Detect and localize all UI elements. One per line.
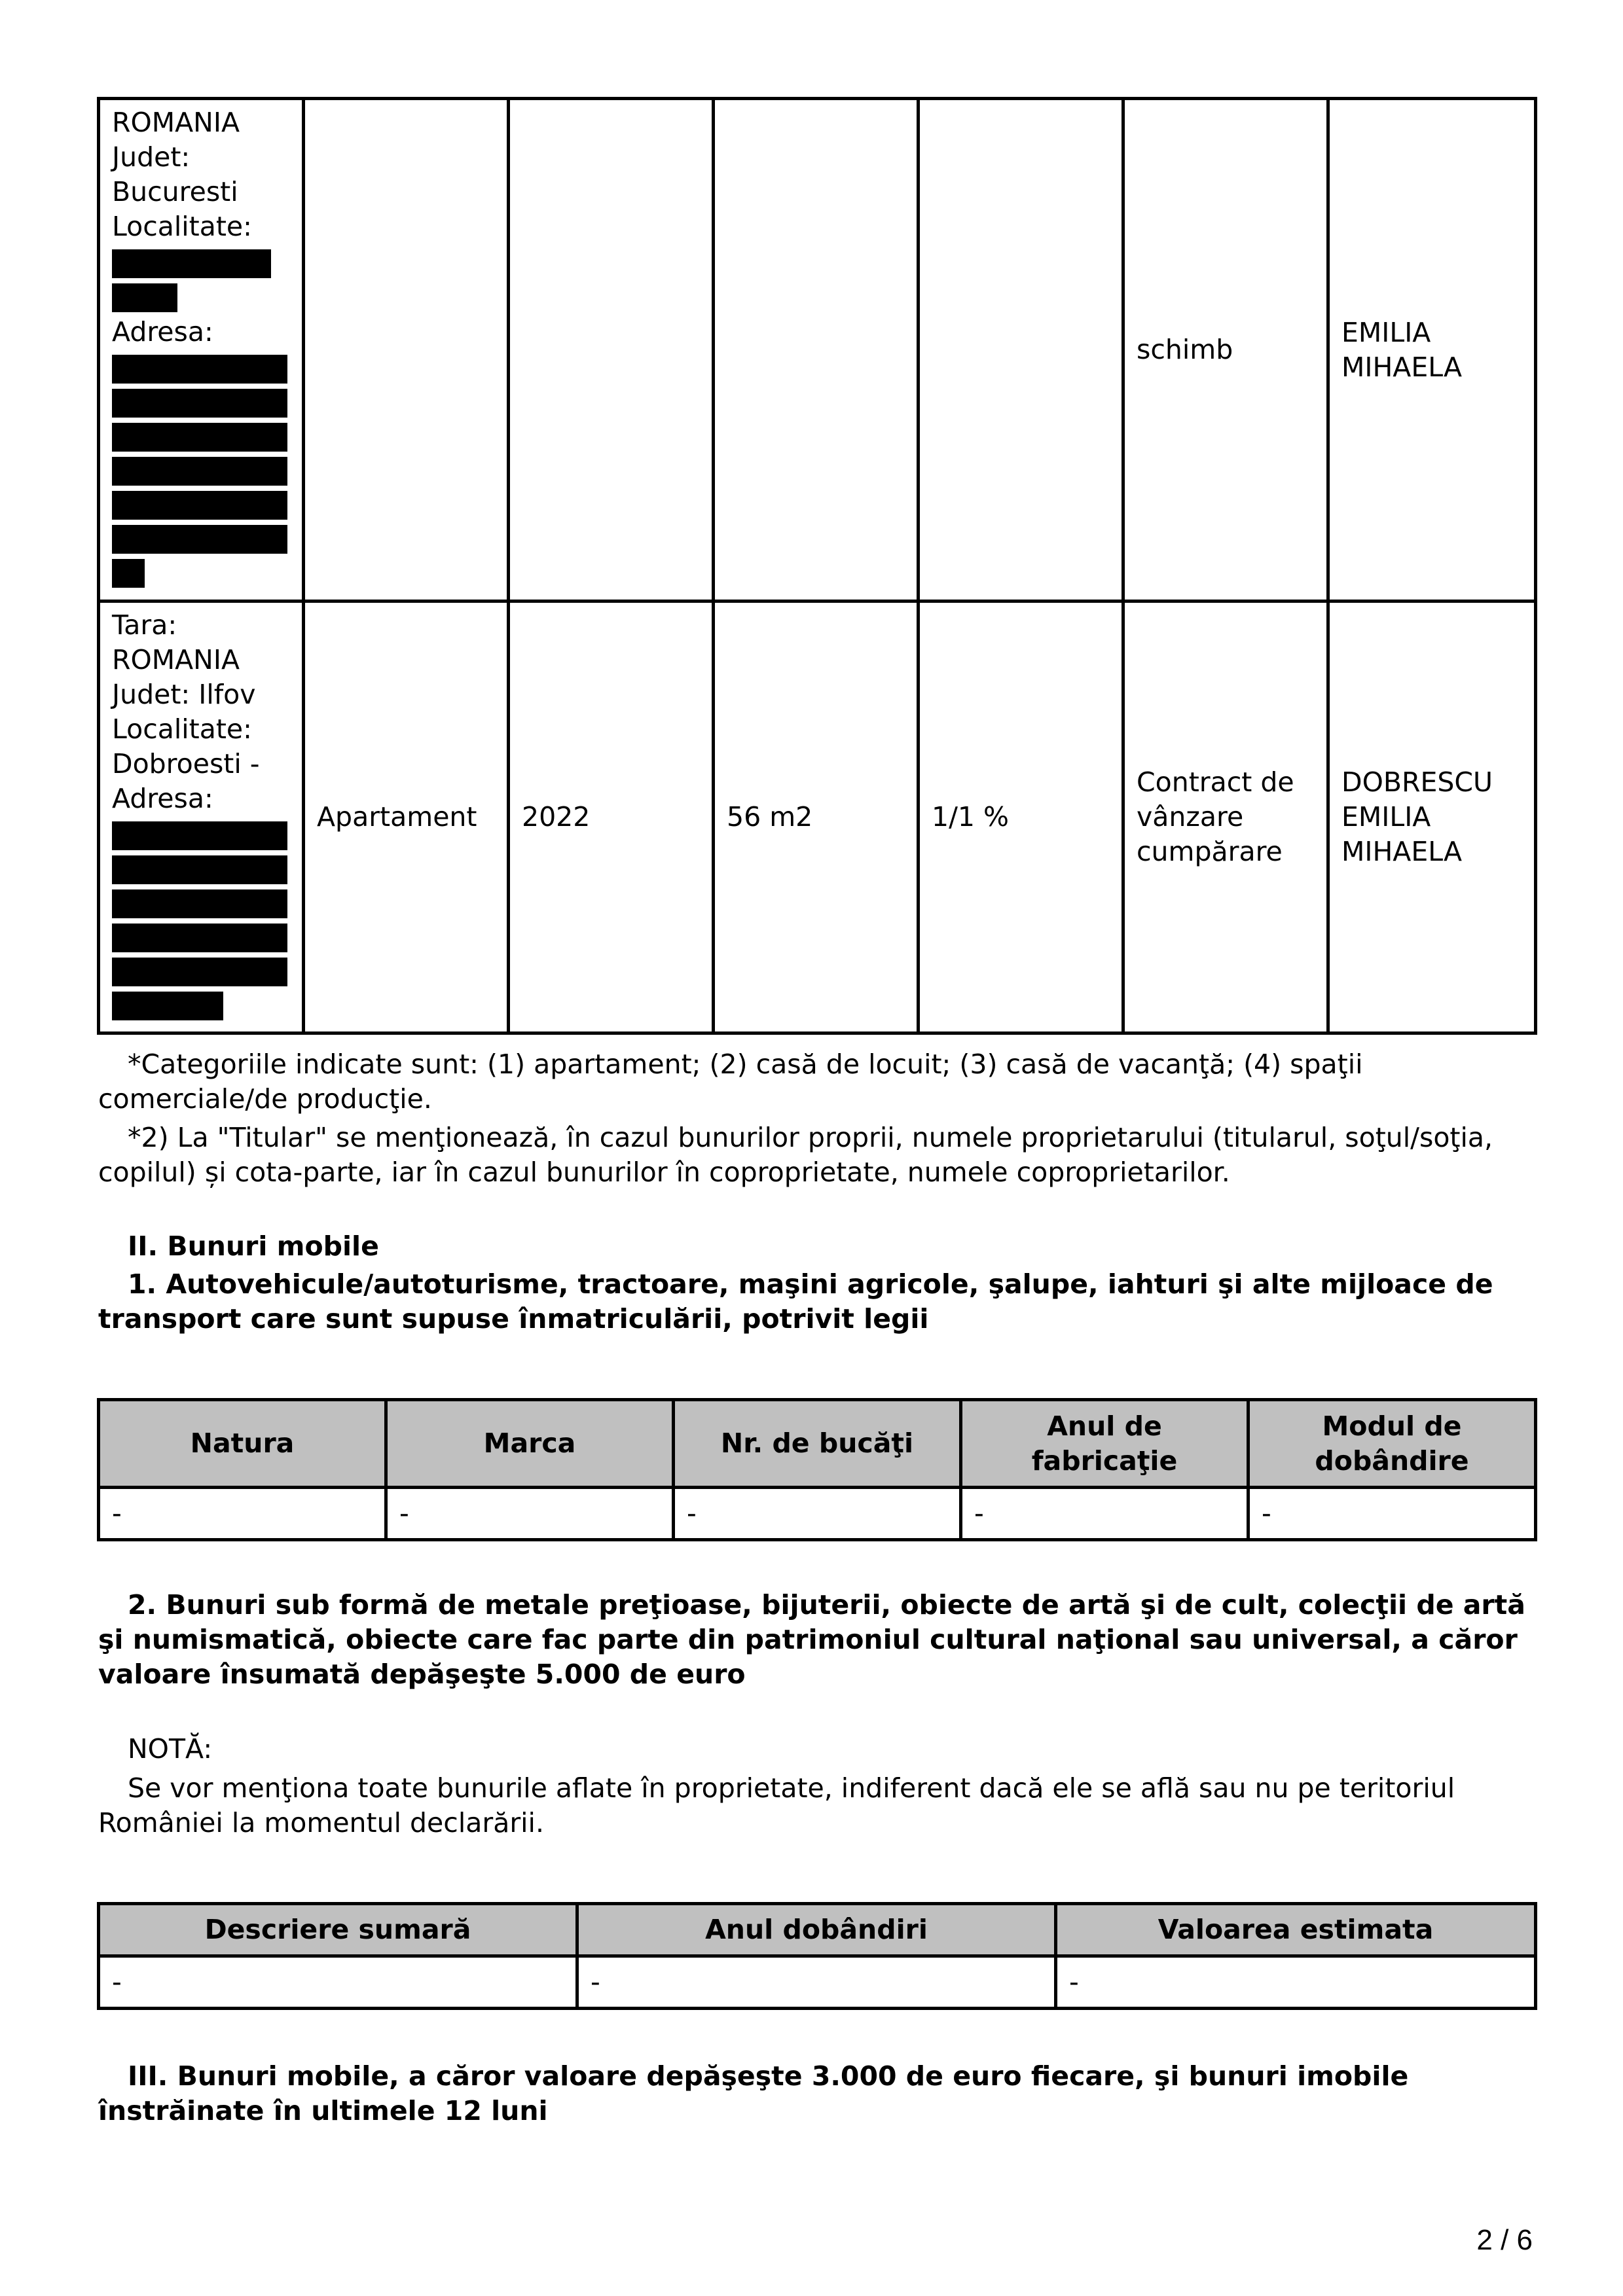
column-header: Anul de fabricaţie bbox=[961, 1400, 1249, 1488]
table-cell: - bbox=[1249, 1488, 1536, 1540]
anul-cell: 2022 bbox=[509, 601, 714, 1033]
redaction-bar bbox=[112, 491, 287, 520]
table-row bbox=[99, 1956, 1536, 2009]
address-line: Dobroesti - bbox=[112, 748, 260, 780]
column-header: Modul de dobândire bbox=[1249, 1400, 1536, 1488]
imobile-table bbox=[97, 97, 1537, 1035]
nota-label: NOTĂ: bbox=[128, 1733, 213, 1765]
categorie-cell bbox=[304, 99, 509, 601]
column-header: Marca bbox=[386, 1400, 674, 1488]
column-header: Descriere sumară bbox=[99, 1904, 577, 1956]
vehicles-table bbox=[97, 1398, 1537, 1541]
column-header: Anul dobândiri bbox=[577, 1904, 1056, 1956]
redaction-bar bbox=[112, 423, 287, 452]
redaction-bar bbox=[112, 958, 287, 986]
mod-cell: schimb bbox=[1123, 99, 1328, 601]
redaction-bar bbox=[112, 821, 287, 850]
address-line: ROMANIA bbox=[112, 644, 240, 675]
subsection-title: 2. Bunuri sub formă de metale preţioase, bijuterii, obiecte de artă şi de cult, colecţii de artă şi numismatică, obiecte care fac parte din patrimoniul cultural naţional sau universal, a căror valoare însumată depăşeşte 5.000 de euro bbox=[98, 1589, 1525, 1690]
table-cell: - bbox=[386, 1488, 674, 1540]
address-line: Bucuresti bbox=[112, 176, 238, 207]
address-cell bbox=[99, 99, 304, 601]
address-cell bbox=[99, 601, 304, 1033]
mod-cell: Contract de vânzare cumpărare bbox=[1123, 601, 1328, 1033]
address-line: Localitate: bbox=[112, 713, 252, 745]
address-line: Tara: bbox=[112, 609, 177, 641]
subsection-title: 1. Autovehicule/autoturisme, tractoare, maşini agricole, şalupe, iahturi şi alte mijloace de transport care sunt supuse înmatriculării, potrivit legii bbox=[98, 1268, 1493, 1335]
table-cell: - bbox=[961, 1488, 1249, 1540]
titular-cell: EMILIA MIHAELA bbox=[1328, 99, 1536, 601]
table-row bbox=[99, 601, 1536, 1033]
address-line: Judet: Ilfov bbox=[112, 679, 256, 710]
page-number: 2 / 6 bbox=[1476, 2224, 1533, 2256]
categorie-cell: Apartament bbox=[304, 601, 509, 1033]
suprafata-cell bbox=[714, 99, 919, 601]
column-header: Natura bbox=[99, 1400, 386, 1488]
note-titular: *2) La "Titular" se menţionează, în cazul bunurilor proprii, numele proprietarului (titularul, soţul/soţia, copilul) și cota-parte, iar în cazul bunurilor în coproprietate, numele coproprietarilor. bbox=[98, 1122, 1493, 1188]
column-header: Nr. de bucăţi bbox=[674, 1400, 961, 1488]
cota-cell: 1/1 % bbox=[919, 601, 1123, 1033]
table-cell: - bbox=[577, 1956, 1056, 2009]
redaction-bar bbox=[112, 457, 287, 486]
redaction-bar bbox=[112, 389, 287, 418]
redaction-bar bbox=[112, 525, 287, 554]
address-line: ROMANIA bbox=[112, 107, 240, 138]
nota-text: Se vor menţiona toate bunurile aflate în proprietate, indiferent dacă ele se află sau nu pe teritoriul României la momentul declarării. bbox=[98, 1772, 1455, 1839]
table-cell: - bbox=[99, 1956, 577, 2009]
redaction-bar bbox=[112, 355, 287, 384]
section-title: II. Bunuri mobile bbox=[128, 1230, 379, 1262]
redaction-bar bbox=[112, 559, 145, 588]
address-label: Adresa: bbox=[112, 316, 213, 348]
titular-cell: DOBRESCU EMILIA MIHAELA bbox=[1328, 601, 1536, 1033]
column-header: Valoarea estimata bbox=[1056, 1904, 1536, 1956]
redaction-bar bbox=[112, 249, 271, 278]
table-header-row bbox=[99, 1904, 1536, 1956]
section-title: III. Bunuri mobile, a căror valoare depăşeşte 3.000 de euro fiecare, şi bunuri imobile înstrăinate în ultimele 12 luni bbox=[98, 2060, 1409, 2126]
address-label: Adresa: bbox=[112, 783, 213, 814]
suprafata-cell: 56 m2 bbox=[714, 601, 919, 1033]
table-cell: - bbox=[674, 1488, 961, 1540]
cota-cell bbox=[919, 99, 1123, 601]
redaction-bar bbox=[112, 992, 223, 1020]
address-line: Judet: bbox=[112, 141, 191, 173]
table-row bbox=[99, 99, 1536, 601]
table-cell: - bbox=[99, 1488, 386, 1540]
table-cell: - bbox=[1056, 1956, 1536, 2009]
table-row bbox=[99, 1488, 1536, 1540]
redaction-bar bbox=[112, 855, 287, 884]
table-header-row bbox=[99, 1400, 1536, 1488]
note-categories: *Categoriile indicate sunt: (1) apartament; (2) casă de locuit; (3) casă de vacanţă; (4) spaţii comerciale/de producţie. bbox=[98, 1049, 1363, 1115]
redaction-bar bbox=[112, 283, 177, 312]
redaction-bar bbox=[112, 889, 287, 918]
address-line: Localitate: bbox=[112, 211, 252, 242]
valuables-table bbox=[97, 1902, 1537, 2010]
redaction-bar bbox=[112, 924, 287, 952]
anul-cell bbox=[509, 99, 714, 601]
